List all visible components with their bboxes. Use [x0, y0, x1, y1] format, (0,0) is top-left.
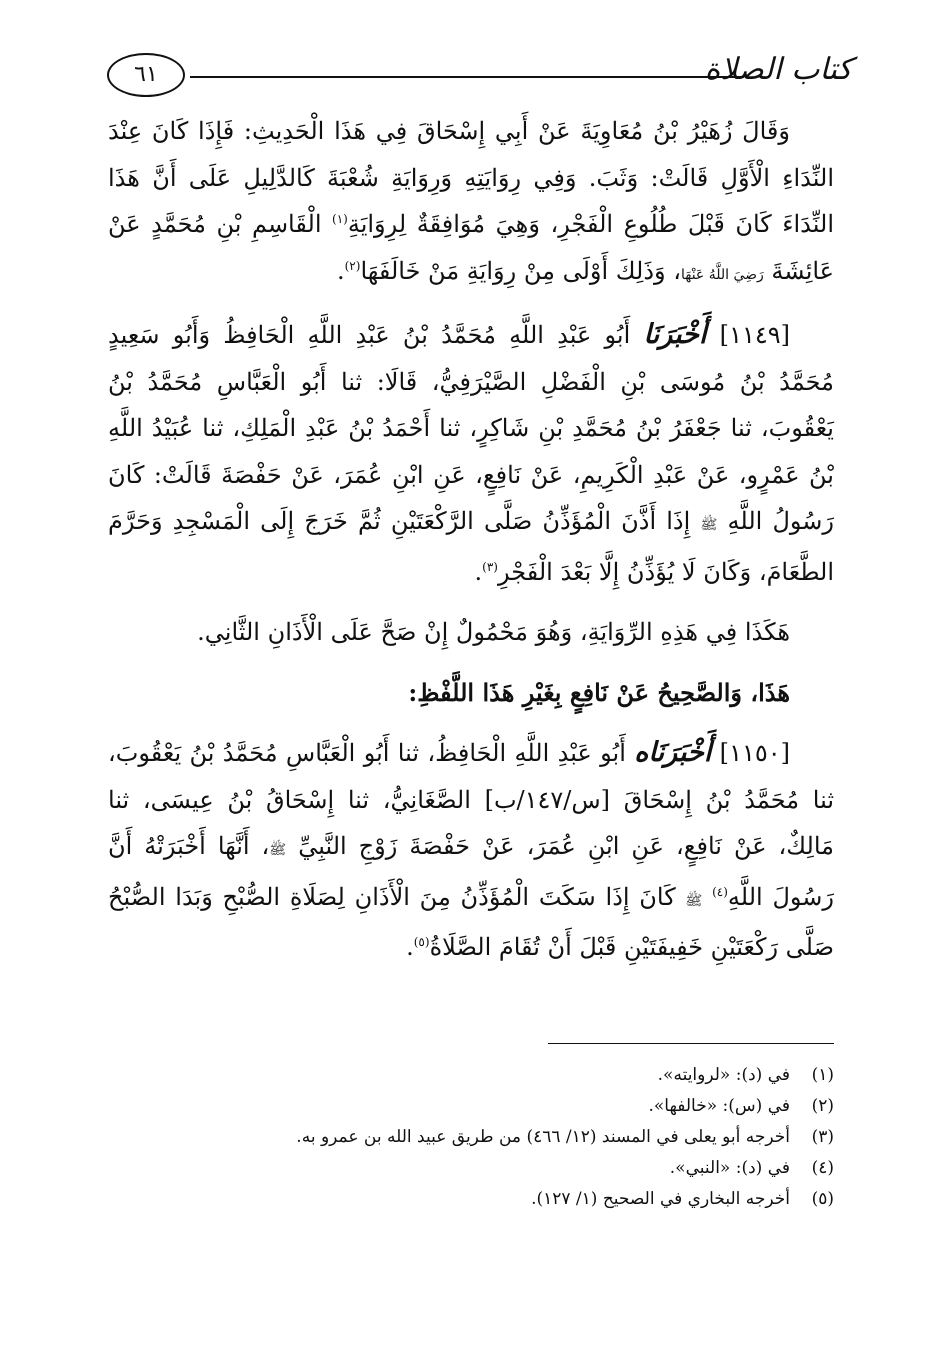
text-run: . — [336, 256, 345, 285]
text-run: ، وَذَلِكَ أَوْلَى مِنْ رِوَايَةِ مَنْ خَالَفَهَا — [360, 256, 681, 285]
text-run: [١١٤٩] — [706, 321, 790, 349]
honorific-glyph: ﷺ — [700, 517, 718, 533]
transmission-term: أَخْبَرَنَا — [643, 319, 707, 350]
footnote-marker: (٢) — [344, 258, 361, 273]
footnote-number: (١) — [811, 1065, 834, 1085]
text-run: . — [474, 557, 483, 586]
footnote-item — [108, 1184, 834, 1215]
footnote-number: (٥) — [811, 1189, 834, 1209]
footnote-number: (٢) — [811, 1096, 834, 1116]
text-run: هَذَا، وَالصَّحِيحُ عَنْ نَافِعٍ بِغَيْرِ هَذَا اللَّفْظِ: — [408, 677, 790, 707]
paragraph — [108, 108, 834, 298]
footnote-separator — [548, 1043, 834, 1044]
footnote-text: في (س): «خالفها». — [648, 1096, 790, 1116]
text-run: كَانَ إِذَا سَكَتَ الْمُؤَذِّنُ مِنَ الْأَذَانِ لِصَلَاةِ الصُّبْحِ وَبَدَا الصُّبْحُ صَلَّى رَكْعَتَيْنِ خَفِيفَتَيْنِ قَبْلَ أَنْ تُقَامَ الصَّلَاةُ — [108, 882, 834, 961]
footnote-item — [108, 1122, 834, 1153]
footnote-number: (٤) — [811, 1158, 834, 1178]
text-run: الْقَاسِمِ بْنِ مُحَمَّدٍ عَنْ عَائِشَةَ — [108, 210, 834, 285]
footnote-marker: (٤) — [712, 884, 728, 899]
running-header-title: كتاب الصلاة — [704, 52, 852, 87]
text-run: أَبُو عَبْدِ اللَّهِ الْحَافِظُ، ثنا أَبُو الْعَبَّاسِ مُحَمَّدُ بْنُ يَعْقُوبَ، ثنا مُحَمَّدُ بْنُ إِسْحَاقَ [س/١٤٧/ب] الصَّغَانِيُّ، ثنا إِسْحَاقُ بْنُ عِيسَى، ثنا مَالِكٌ، عَنْ نَافِعٍ، عَنِ ابْنِ عُمَرَ، عَنْ حَفْصَةَ زَوْجِ النَّبِيِّ — [108, 739, 835, 860]
honorific-glyph: ﷺ — [685, 892, 703, 909]
paragraph — [108, 730, 834, 971]
paragraph — [108, 609, 834, 656]
footnote-marker: (٣) — [482, 559, 498, 574]
text-run: [١١٥٠] — [711, 739, 790, 767]
footnote-text: أخرجه البخاري في الصحيح (١/ ١٢٧). — [531, 1189, 790, 1209]
footnote-item — [108, 1060, 834, 1091]
footnote-text: أخرجه أبو يعلى في المسند (١٢/ ٤٦٦) من طريق عبيد الله بن عمرو به. — [296, 1127, 790, 1147]
footnotes — [108, 1060, 834, 1215]
text-run: هَكَذَا فِي هَذِهِ الرِّوَايَةِ، وَهُوَ مَحْمُولٌ إِنْ صَحَّ عَلَى الْأَذَانِ الثَّانِي. — [197, 618, 790, 646]
footnote-marker: (٥) — [413, 935, 430, 949]
text-run: ، أَنَّهَا أَخْبَرَتْهُ أَنَّ رَسُولَ اللَّهِ — [108, 832, 834, 911]
text-run: وَقَالَ زُهَيْرُ بْنُ مُعَاوِيَةَ عَنْ أَبِي إِسْحَاقَ فِي هَذَا الْحَدِيثِ: فَإِذَا كَانَ عِنْدَ النِّدَاءِ الْأَوَّلِ قَالَتْ: وَثَبَ. وَفِي رِوَايَتِهِ وَرِوَايَةِ شُعْبَةَ كَالدَّلِيلِ عَلَى أَنَّ هَذَا النِّدَاءَ كَانَ قَبْلَ طُلُوعِ الْفَجْرِ، وَهِيَ مُوَافِقَةٌ لِرِوَايَةِ — [108, 117, 834, 238]
text-run: . — [406, 933, 414, 961]
footnote-text: في (د): «النبي». — [669, 1158, 790, 1178]
footnote-item — [108, 1091, 834, 1122]
footnote-marker: (١) — [332, 212, 348, 226]
paragraph — [108, 312, 834, 595]
footnote-item — [108, 1153, 834, 1184]
footnote-text: في (د): «لروايته». — [657, 1065, 790, 1085]
main-text — [108, 108, 834, 971]
honorific-glyph: ﷺ — [269, 842, 287, 858]
text-run: أَبُو عَبْدِ اللَّهِ مُحَمَّدُ بْنُ عَبْدِ اللَّهِ الْحَافِظُ وَأَبُو سَعِيدٍ مُحَمَّدُ بْنُ مُوسَى بْنِ الْفَضْلِ الصَّيْرَفِيُّ، قَالَا: ثنا أَبُو الْعَبَّاسِ مُحَمَّدُ بْنُ يَعْقُوبَ، ثنا جَعْفَرُ بْنُ مُحَمَّدِ بْنِ شَاكِرٍ، ثنا أَحْمَدُ بْنُ عَبْدِ الْمَلِكِ، ثنا عُبَيْدُ اللَّهِ بْنُ عَمْرٍو، عَنْ عَبْدِ الْكَرِيمِ، عَنْ نَافِعٍ، عَنِ ابْنِ عُمَرَ، عَنْ حَفْصَةَ قَالَتْ: كَانَ رَسُولُ اللَّهِ — [108, 321, 834, 535]
paragraph — [108, 670, 834, 717]
transmission-term: أَخْبَرَنَاه — [634, 737, 712, 768]
footnote-number: (٣) — [811, 1127, 834, 1147]
text-run — [702, 883, 712, 911]
honorific-glyph: رَضِيَ اللَّهُ عَنْهَا — [680, 266, 764, 283]
header-rule — [190, 76, 744, 78]
text-run: إِذَا أَذَّنَ الْمُؤَذِّنُ صَلَّى الرَّكْعَتَيْنِ ثُمَّ خَرَجَ إِلَى الْمَسْجِدِ وَحَرَّمَ الطَّعَامَ، وَكَانَ لَا يُؤَذِّنُ إِلَّا بَعْدَ الْفَجْرِ — [108, 507, 834, 586]
page-number: ٦١ — [107, 53, 185, 97]
